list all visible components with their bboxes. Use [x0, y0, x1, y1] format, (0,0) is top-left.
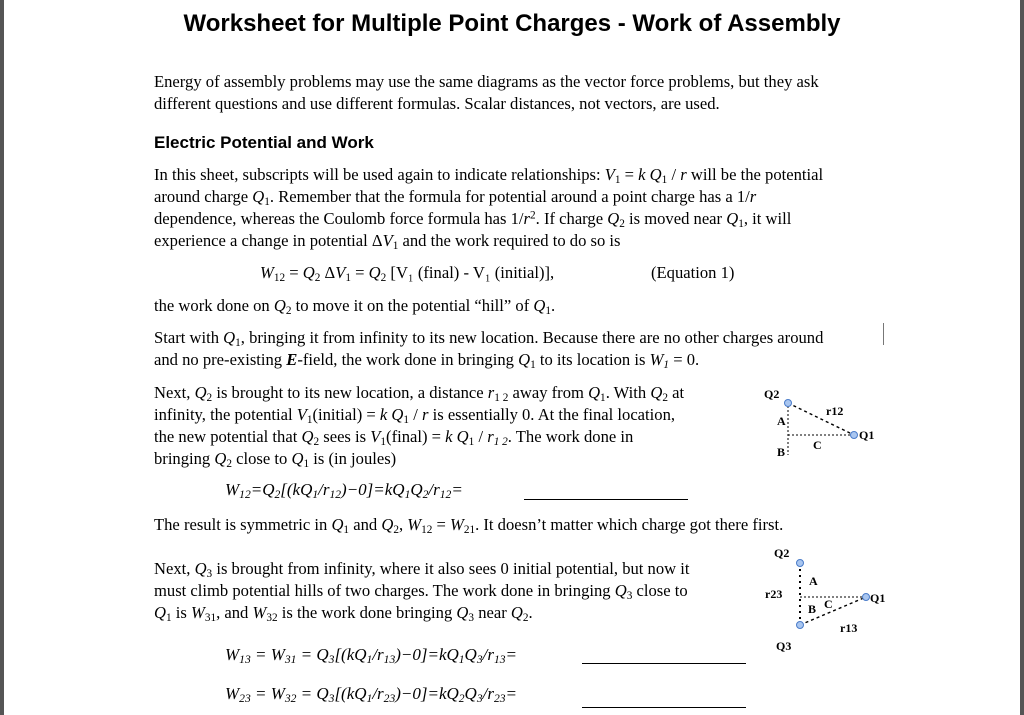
- page-title: Worksheet for Multiple Point Charges - Work of Assembly: [183, 10, 841, 37]
- label-c: C: [813, 438, 822, 452]
- equation-1: $W_{12} = Q_2$ $\Delta V_1 = Q_2$ [V₁ (final) - V₁ (initial)],: [260, 263, 555, 284]
- label-r23: r23: [765, 587, 783, 601]
- answer-blank-w23[interactable]: [582, 707, 746, 708]
- label-q3: Q3: [776, 639, 792, 653]
- section-heading: Electric Potential and Work: [154, 133, 374, 152]
- diagram-three-charges: [760, 540, 885, 655]
- label-c: C: [824, 597, 833, 611]
- p6-line-1: Next, $Q_3$ is brought from infinity, where it also sees 0 initial potential, but now it: [154, 559, 690, 580]
- label-q1: Q1: [859, 428, 875, 442]
- charge-q2-dot: [797, 560, 804, 567]
- intro-line-1: Energy of assembly problems may use the same diagrams as the vector force problems, but they ask: [154, 72, 819, 91]
- intro-line-2: different questions and use different formulas. Scalar distances, not vectors, are used.: [154, 94, 720, 113]
- p4-line-3: the new potential that $Q_2$ sees is $V_1(final) = k$ $Q_1 / r_{1 2}$. The work done in: [154, 427, 634, 448]
- p1-line-2: around charge $Q_1$. Remember that the formula for potential around a point charge has a 1/r: [154, 187, 757, 208]
- p3-line-1: Start with $Q_1$, bringing it from infinity to its new location. Because there are no other charges around: [154, 328, 824, 349]
- p2-line: the work done on $Q_2$ to move it on the potential “hill” of $Q_1$.: [154, 296, 556, 317]
- charge-q1-dot: [851, 432, 858, 439]
- charge-q3-dot: [797, 622, 804, 629]
- label-q2: Q2: [774, 546, 790, 560]
- diagram1-r12-line: [788, 403, 854, 435]
- label-b: B: [777, 445, 786, 459]
- equation-1-label: (Equation 1): [651, 263, 735, 282]
- label-r13: r13: [840, 621, 858, 635]
- charge-q2-dot: [785, 400, 792, 407]
- equation-w13: $W_{13} = W_{31} = Q_3[(kQ_1/r_{13})-0]=kQ_1Q_3/r_{13}=$: [225, 645, 517, 666]
- label-a: A: [809, 574, 818, 588]
- right-border: [1020, 0, 1024, 715]
- label-q1: Q1: [870, 591, 885, 605]
- p1-line-4: experience a change in potential $\Delta V_1$ and the work required to do so is: [154, 231, 621, 252]
- label-b: B: [808, 602, 817, 616]
- p6-line-3: $Q_1$ is $W_{31}$, and $W_{32}$ is the work done bringing $Q_3$ near $Q_2$.: [154, 603, 533, 624]
- p1-line-3: dependence, whereas the Coulomb force formula has $1/r^2$. If charge $Q_2$ is moved near $Q_1$, it will: [154, 209, 792, 230]
- p4-line-1: Next, $Q_2$ is brought to its new location, a distance $r_{1 2}$ away from $Q_1$. With $Q_2$ at: [154, 383, 685, 404]
- answer-blank-w12[interactable]: [524, 499, 688, 500]
- charge-q1-dot: [863, 594, 870, 601]
- p4-line-2: infinity, the potential $V_1(initial) = k$ $Q_1$ / r is essentially 0. At the final location,: [154, 405, 676, 426]
- label-q2: Q2: [764, 387, 780, 401]
- p4-line-4: bringing $Q_2$ close to $Q_1$ is (in joules): [154, 449, 397, 470]
- diagram-two-charges: [755, 385, 880, 465]
- label-a: A: [777, 414, 786, 428]
- equation-w12: $W_{12}=Q_2[(kQ_1/r_{12})-0]=kQ_1Q_2/r_{12}=$: [225, 480, 463, 501]
- text-cursor: [883, 323, 884, 345]
- label-r12: r12: [826, 404, 844, 418]
- left-border: [0, 0, 4, 715]
- p6-line-2: must climb potential hills of two charges. The work done in bringing $Q_3$ close to: [154, 581, 688, 602]
- answer-blank-w13[interactable]: [582, 663, 746, 664]
- p3-line-2: and no pre-existing E-field, the work done in bringing $Q_1$ to its location is $W_1 = 0$.: [154, 350, 700, 371]
- p5-line: The result is symmetric in $Q_1$ and $Q_2$, $W_{12} = W_{21}$. It doesn’t matter which charge got there first.: [154, 515, 784, 536]
- equation-w23: $W_{23} = W_{32} = Q_3[(kQ_1/r_{23})-0]=kQ_2Q_3/r_{23}=$: [225, 684, 517, 705]
- p1-line-1: In this sheet, subscripts will be used again to indicate relationships: $V_1 = k$ $Q_1$ / r will be the potential: [154, 165, 824, 186]
